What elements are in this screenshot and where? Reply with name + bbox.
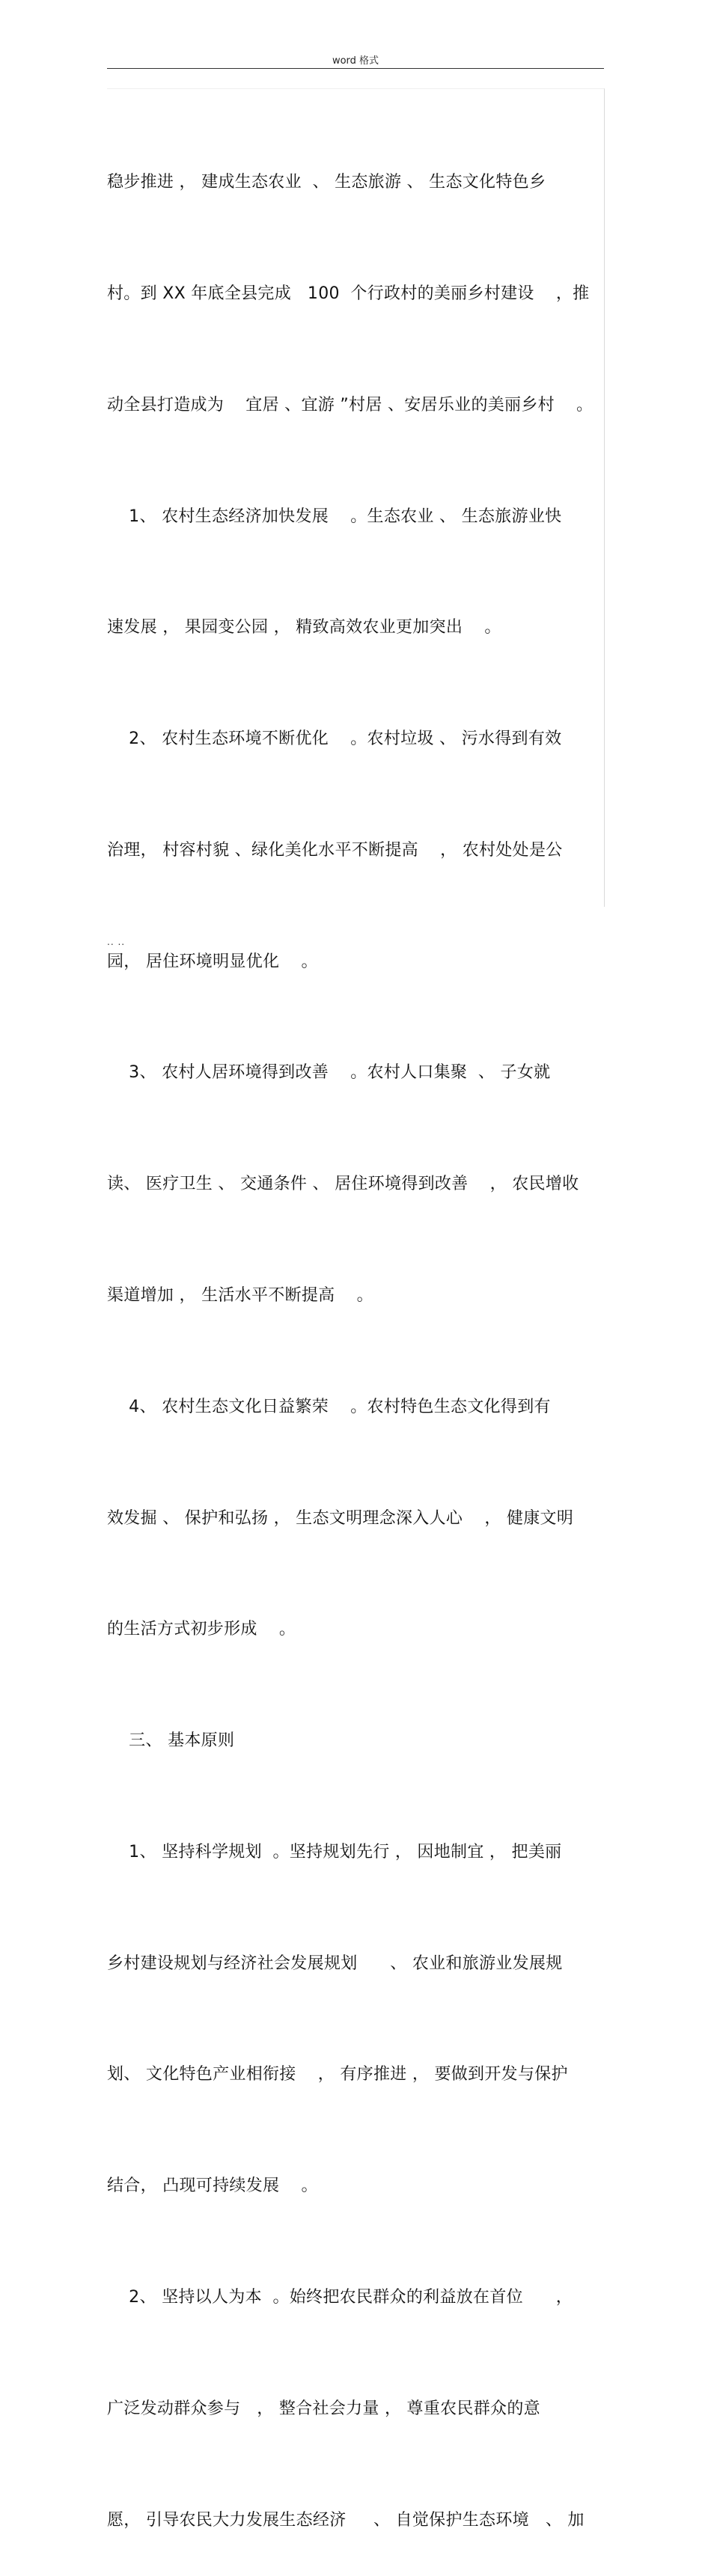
text-line: 4、 农村生态文化日益繁荣 。农村特色生态文化得到有 bbox=[107, 1397, 551, 1416]
text-line: 2、 农村生态环境不断优化 。农村垃圾 、 污水得到有效 bbox=[107, 729, 562, 749]
text-line: 1、 坚持科学规划 。坚持规划先行 ， 因地制宜 ， 把美丽 bbox=[107, 1842, 562, 1861]
section-heading: 三、 基本原则 bbox=[107, 1731, 235, 1751]
text-line: 乡村建设规划与经济社会发展规划 、 农业和旅游业发展规 bbox=[107, 1954, 563, 1973]
text-line: 治理， 村容村貌 、绿化美化水平不断提高 ， 农村处处是公 bbox=[107, 840, 563, 860]
text-line: 渠道增加 ， 生活水平不断提高 。 bbox=[107, 1286, 373, 1305]
text-line: 稳步推进 ， 建成生态农业 、 生态旅游 、 生态文化特色乡 bbox=[107, 173, 546, 192]
text-line: 1、 农村生态经济加快发展 。生态农业 、 生态旅游业快 bbox=[107, 507, 562, 526]
text-line: 的生活方式初步形成 。 bbox=[107, 1620, 296, 1639]
header-divider bbox=[107, 68, 604, 69]
text-line: 效发掘 、 保护和弘扬 ， 生态文明理念深入人心 ， 健康文明 bbox=[107, 1508, 574, 1528]
text-line: 动全县打造成为 宜居 、宜游 ”村居 、安居乐业的美丽乡村 。 bbox=[107, 395, 593, 414]
text-line: 读、 医疗卫生 、 交通条件 、 居住环境得到改善 ， 农民增收 bbox=[107, 1175, 579, 1194]
text-line: 速发展 ， 果园变公园 ， 精致高效农业更加突出 。 bbox=[107, 618, 501, 637]
text-line: 2、 坚持以人为本 。始终把农民群众的利益放在首位 ， bbox=[107, 2288, 573, 2307]
footer-marks: .. .. bbox=[107, 937, 126, 947]
text-line: 结合， 凸现可持续发展 。 bbox=[107, 2176, 318, 2196]
text-line: 3、 农村人居环境得到改善 。农村人口集聚 、 子女就 bbox=[107, 1063, 551, 1083]
document-body bbox=[107, 90, 604, 2576]
text-line: 划、 文化特色产业相衔接 ， 有序推进 ， 要做到开发与保护 bbox=[107, 2065, 568, 2084]
text-line: 广泛发动群众参与 ， 整合社会力量 ， 尊重农民群众的意 bbox=[107, 2399, 540, 2418]
text-line: 愿， 引导农民大力发展生态经济 、 自觉保护生态环境 、 加 bbox=[107, 2510, 585, 2530]
text-line: 村。到 XX 年底全县完成 100 个行政村的美丽乡村建设 ，推 bbox=[107, 284, 590, 303]
text-line: 园， 居住环境明显优化 。 bbox=[107, 952, 318, 971]
page-header-label: word 格式 bbox=[332, 55, 379, 67]
